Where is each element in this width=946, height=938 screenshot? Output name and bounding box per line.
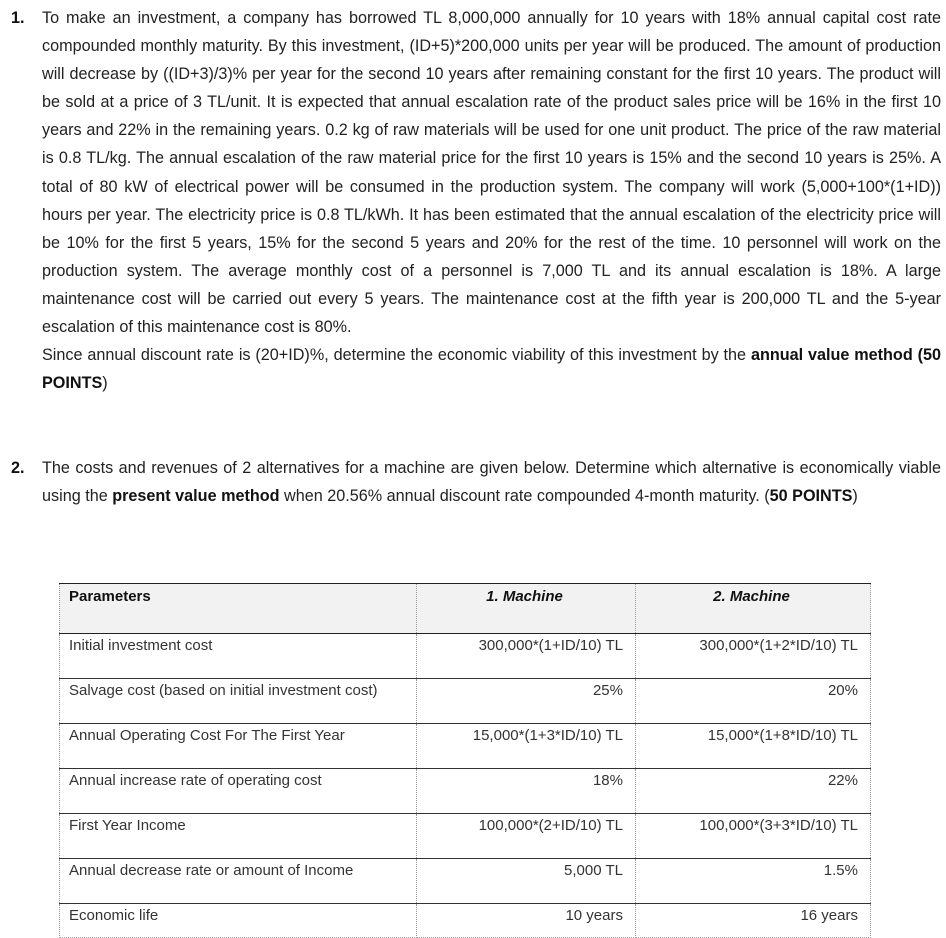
question-number: 1. (11, 9, 25, 27)
table-row (60, 904, 871, 938)
machine-1-cell: 25% (417, 679, 636, 724)
machine-2-cell: 22% (636, 769, 871, 814)
table-row (60, 679, 871, 724)
question-1-body: To make an investment, a company has borrowed TL 8,000,000 annually for 10 years with 18% annual capital cost rate compounded monthly maturity. By this investment, (ID+5)*200,000 units per year will be produced. The amount of production will decrease by ((ID+3)/3)% per year for the second 10 years after remaining constant for the first 10 years. The product will be sold at a price of 3 TL/unit. It is expected that annual escalation rate of the product sales price will be 16% in the first 10 years and 22% in the remaining years. 0.2 kg of raw materials will be used for one unit product. The price of the raw material is 0.8 TL/kg. The annual escalation of the raw material price for the first 10 years is 15% and the second 10 years is 25%. A total of 80 kW of electrical power will be consumed in the production system. The company will work (5,000+100*(1+ID)) hours per year. The electricity price is 0.8 TL/kWh. It has been estimated that the annual escalation of the electricity price will be 10% for the first 5 years, 15% for the second 5 years and 20% for the rest of the time. 10 personnel will work on the production system. The average monthly cost of a personnel is 7,000 TL and its annual escalation is 18%. A large maintenance cost will be carried out every 5 years. The maintenance cost at the fifth year is 200,000 TL and the 5-year escalation of this maintenance cost is 80%. (42, 9, 941, 337)
question-text (42, 4, 941, 397)
header-machine-2: 2. Machine (636, 584, 871, 634)
machine-2-cell: 1.5% (636, 859, 871, 904)
question-2-rate: when 20.56% annual discount rate compounded 4-month maturity. ( (279, 487, 770, 506)
param-cell: First Year Income (60, 814, 417, 859)
machine-1-cell: 15,000*(1+3*ID/10) TL (417, 724, 636, 769)
table-row (60, 769, 871, 814)
param-cell: Annual increase rate of operating cost (60, 769, 417, 814)
question-2 (11, 454, 941, 510)
machine-1-cell: 100,000*(2+ID/10) TL (417, 814, 636, 859)
question-1 (11, 4, 941, 397)
machine-2-cell: 20% (636, 679, 871, 724)
question-text (42, 454, 941, 510)
param-cell: Salvage cost (based on initial investment cost) (60, 679, 417, 724)
table-row (60, 859, 871, 904)
machine-1-cell: 10 years (417, 904, 636, 938)
header-machine-1: 1. Machine (417, 584, 636, 634)
machine-2-cell: 100,000*(3+3*ID/10) TL (636, 814, 871, 859)
param-cell: Annual decrease rate or amount of Income (60, 859, 417, 904)
machine-1-cell: 18% (417, 769, 636, 814)
question-2-body: The costs and revenues of 2 alternatives for a machine are given below. Determine which alternative is economically viable using the (42, 459, 941, 506)
machine-2-cell: 300,000*(1+2*ID/10) TL (636, 634, 871, 679)
table-row (60, 724, 871, 769)
question-number: 2. (11, 459, 25, 477)
points-emphasis: 50 POINTS (769, 487, 853, 506)
question-1-task: Since annual discount rate is (20+ID)%, determine the economic viability of this investment by the (42, 346, 751, 365)
table-row (60, 634, 871, 679)
param-cell: Initial investment cost (60, 634, 417, 679)
method-emphasis: present value method (112, 487, 280, 506)
method-emphasis: annual value method (50 POINTS (42, 346, 941, 393)
question-1-close: ) (102, 374, 108, 393)
table-row (60, 814, 871, 859)
machine-1-cell: 5,000 TL (417, 859, 636, 904)
machine-1-cell: 300,000*(1+ID/10) TL (417, 634, 636, 679)
machine-2-cell: 16 years (636, 904, 871, 938)
param-cell: Annual Operating Cost For The First Year (60, 724, 417, 769)
alternatives-table (59, 583, 871, 938)
header-parameters: Parameters (60, 584, 417, 634)
param-cell: Economic life (60, 904, 417, 938)
machine-2-cell: 15,000*(1+8*ID/10) TL (636, 724, 871, 769)
question-2-close: ) (852, 487, 858, 506)
table-header-row (60, 584, 871, 634)
